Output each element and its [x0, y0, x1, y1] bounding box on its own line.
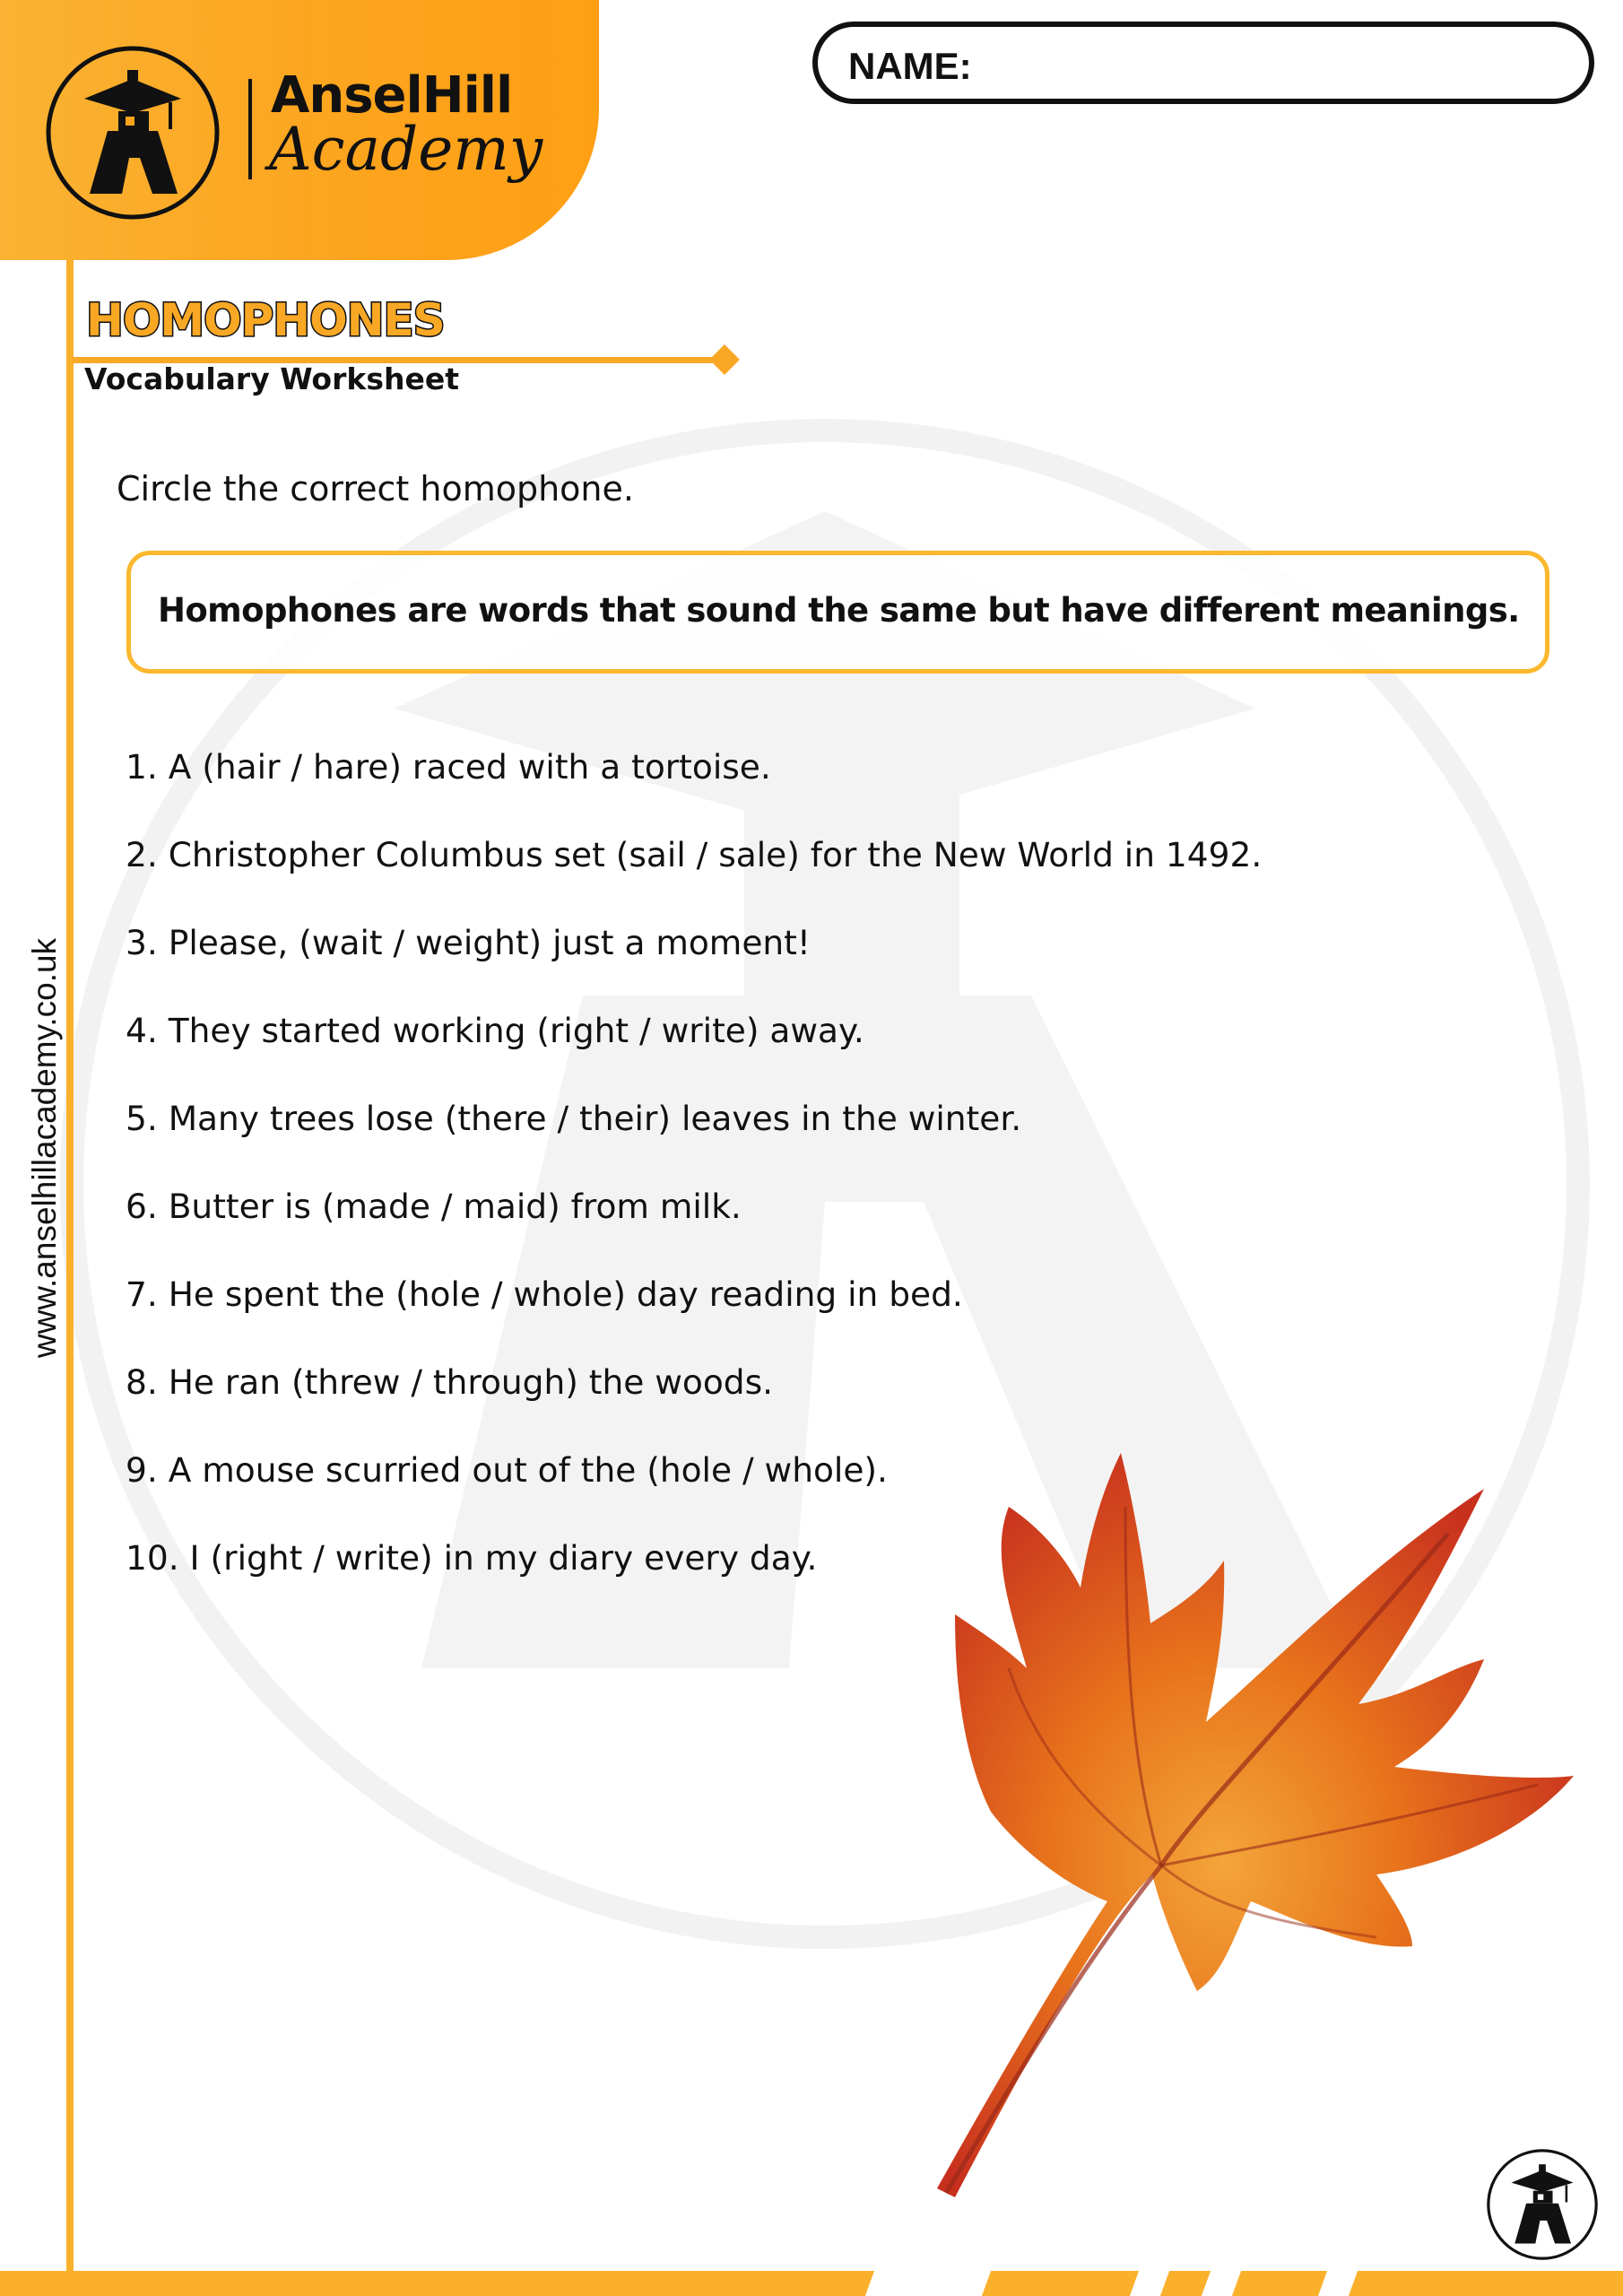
brand-name: AnselHill [271, 66, 513, 125]
question-item: 1. A (hair / hare) raced with a tortoise. [126, 747, 771, 787]
instruction-text: Circle the correct homophone. [117, 469, 634, 509]
autumn-leaf-icon [910, 1453, 1583, 2215]
logo-badge [0, 0, 599, 260]
brand-sub: Academy [269, 115, 543, 184]
website-text: www.anselhillacademy.co.uk [26, 937, 63, 1359]
name-label: NAME: [848, 45, 972, 87]
left-accent-line [66, 260, 74, 2296]
question-item: 10. I (right / write) in my diary every day. [126, 1538, 818, 1578]
academy-logo-icon [43, 43, 222, 222]
question-item: 7. He spent the (hole / whole) day reading in bed. [126, 1274, 963, 1314]
question-item: 5. Many trees lose (there / their) leaves in the winter. [126, 1099, 1022, 1138]
definition-box [126, 551, 1549, 674]
question-item: 3. Please, (wait / weight) just a moment! [126, 923, 811, 962]
academy-logo-icon [1485, 2147, 1600, 2262]
question-item: 2. Christopher Columbus set (sail / sale) for the New World in 1492. [126, 835, 1263, 874]
logo-divider [248, 79, 252, 179]
title-diamond [709, 344, 740, 375]
question-item: 8. He ran (threw / through) the woods. [126, 1362, 774, 1402]
worksheet-subtitle: Vocabulary Worksheet [84, 361, 459, 396]
question-item: 4. They started working (right / write) away. [126, 1011, 864, 1050]
footer-bar [0, 2271, 1623, 2296]
worksheet-title: HOMOPHONES [86, 294, 445, 346]
definition-text: Homophones are words that sound the same but have different meanings. [158, 591, 1520, 630]
question-item: 6. Butter is (made / maid) from milk. [126, 1187, 742, 1226]
footer-stripe-gap [865, 2271, 991, 2296]
question-item: 9. A mouse scurried out of the (hole / whole). [126, 1450, 888, 1490]
name-field[interactable] [812, 22, 1594, 104]
